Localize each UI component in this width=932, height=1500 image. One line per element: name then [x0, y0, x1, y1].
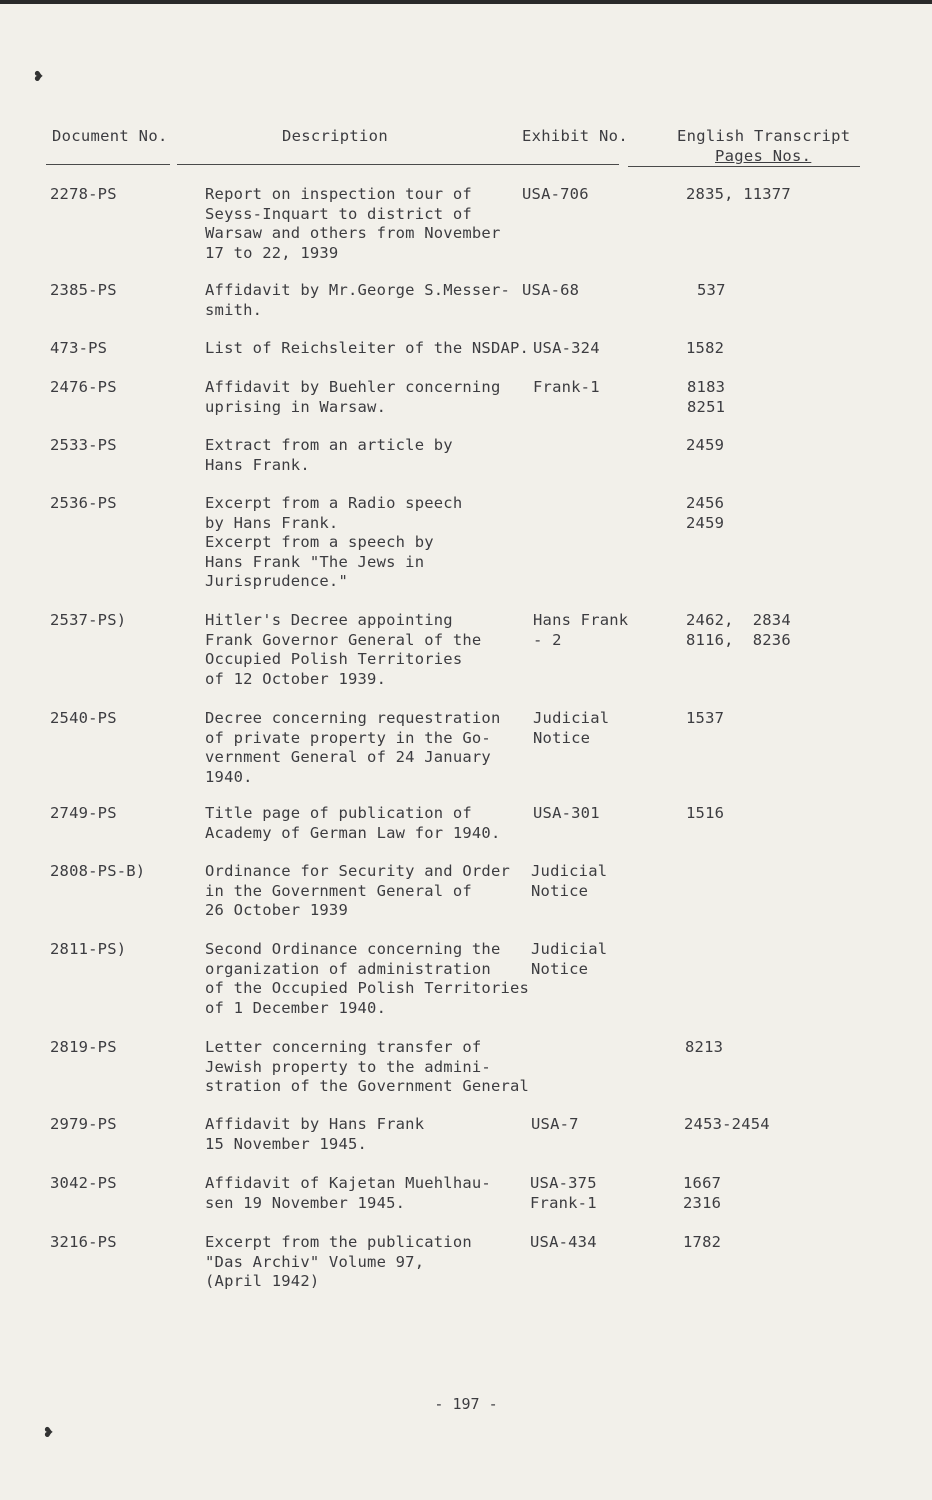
description: Affidavit by Buehler concerning uprising in Warsaw.: [205, 378, 501, 416]
document-number: 2537-PS): [50, 611, 127, 629]
document-number: 2811-PS): [50, 940, 127, 958]
description: Decree concerning requestration of private property in the Go- vernment General of 24 January 1940.: [205, 709, 501, 786]
description: Title page of publication of Academy of German Law for 1940.: [205, 804, 501, 842]
header-description: Description: [282, 127, 388, 145]
description: Hitler's Decree appointing Frank Governor General of the Occupied Polish Territories of 12 October 1939.: [205, 611, 482, 688]
header-english-transcript: English Transcript: [677, 127, 851, 145]
document-number: 2540-PS: [50, 709, 117, 727]
document-number: 3216-PS: [50, 1233, 117, 1251]
punch-hole-mark: ❥: [44, 1422, 54, 1441]
page-top-edge: [0, 0, 932, 4]
transcript-pages: 2459: [686, 436, 725, 454]
transcript-pages: 2835, 11377: [686, 185, 791, 203]
description: Excerpt from a Radio speech by Hans Frank. Excerpt from a speech by Hans Frank "The Jews in Jurisprudence.": [205, 494, 463, 590]
exhibit-number: USA-706: [522, 185, 589, 203]
document-number: 2979-PS: [50, 1115, 117, 1133]
exhibit-number: Frank-1: [533, 378, 600, 396]
transcript-pages: 8213: [685, 1038, 724, 1056]
transcript-pages: 2453-2454: [684, 1115, 770, 1133]
transcript-pages: 8183 8251: [687, 378, 726, 416]
exhibit-number: Hans Frank - 2: [533, 611, 629, 649]
document-number: 2536-PS: [50, 494, 117, 512]
document-number: 2278-PS: [50, 185, 117, 203]
document-number: 2749-PS: [50, 804, 117, 822]
document-number: 2385-PS: [50, 281, 117, 299]
transcript-pages: 1582: [686, 339, 725, 357]
exhibit-number: USA-434: [530, 1233, 597, 1251]
document-number: 473-PS: [50, 339, 108, 357]
description: Excerpt from the publication "Das Archiv" Volume 97, (April 1942): [205, 1233, 472, 1290]
document-number: 2808-PS-B): [50, 862, 146, 880]
transcript-pages: 1516: [686, 804, 725, 822]
exhibit-number: USA-68: [522, 281, 580, 299]
punch-hole-mark: ❥: [34, 66, 44, 85]
header-rule: [628, 166, 860, 167]
exhibit-number: Judicial Notice: [533, 709, 610, 747]
document-number: 3042-PS: [50, 1174, 117, 1192]
description: Letter concerning transfer of Jewish property to the admini- stration of the Government General: [205, 1038, 530, 1095]
transcript-pages: 2462, 2834 8116, 8236: [686, 611, 791, 649]
document-number: 2476-PS: [50, 378, 117, 396]
description: Affidavit by Mr.George S.Messer- smith.: [205, 281, 511, 319]
exhibit-number: Judicial Notice: [531, 862, 608, 900]
exhibit-number: USA-7: [531, 1115, 579, 1133]
page-number: - 197 -: [434, 1395, 498, 1413]
header-rule: [46, 164, 170, 165]
document-number: 2819-PS: [50, 1038, 117, 1056]
transcript-pages: 1537: [686, 709, 725, 727]
transcript-pages: 2456 2459: [686, 494, 725, 532]
header-exhibit-no: Exhibit No.: [522, 127, 628, 145]
description: Ordinance for Security and Order in the Government General of 26 October 1939: [205, 862, 511, 919]
header-pages-nos: Pages Nos.: [715, 147, 812, 165]
description: Second Ordinance concerning the organization of administration of the Occupied Polish Territories of 1 December 1940.: [205, 940, 530, 1017]
document-number: 2533-PS: [50, 436, 117, 454]
transcript-pages: 1782: [683, 1233, 722, 1251]
exhibit-number: Judicial Notice: [531, 940, 608, 978]
description: Affidavit by Hans Frank 15 November 1945.: [205, 1115, 425, 1153]
exhibit-number: USA-301: [533, 804, 600, 822]
transcript-pages: 1667 2316: [683, 1174, 722, 1212]
header-rule: [177, 164, 619, 165]
transcript-pages: 537: [697, 281, 726, 299]
description: Extract from an article by Hans Frank.: [205, 436, 453, 474]
header-document-no: Document No.: [52, 127, 168, 145]
description: List of Reichsleiter of the NSDAP.: [205, 339, 530, 357]
description: Affidavit of Kajetan Muehlhau- sen 19 November 1945.: [205, 1174, 491, 1212]
exhibit-number: USA-375 Frank-1: [530, 1174, 597, 1212]
exhibit-number: USA-324: [533, 339, 600, 357]
description: Report on inspection tour of Seyss-Inquart to district of Warsaw and others from November 17 to 22, 1939: [205, 185, 501, 262]
